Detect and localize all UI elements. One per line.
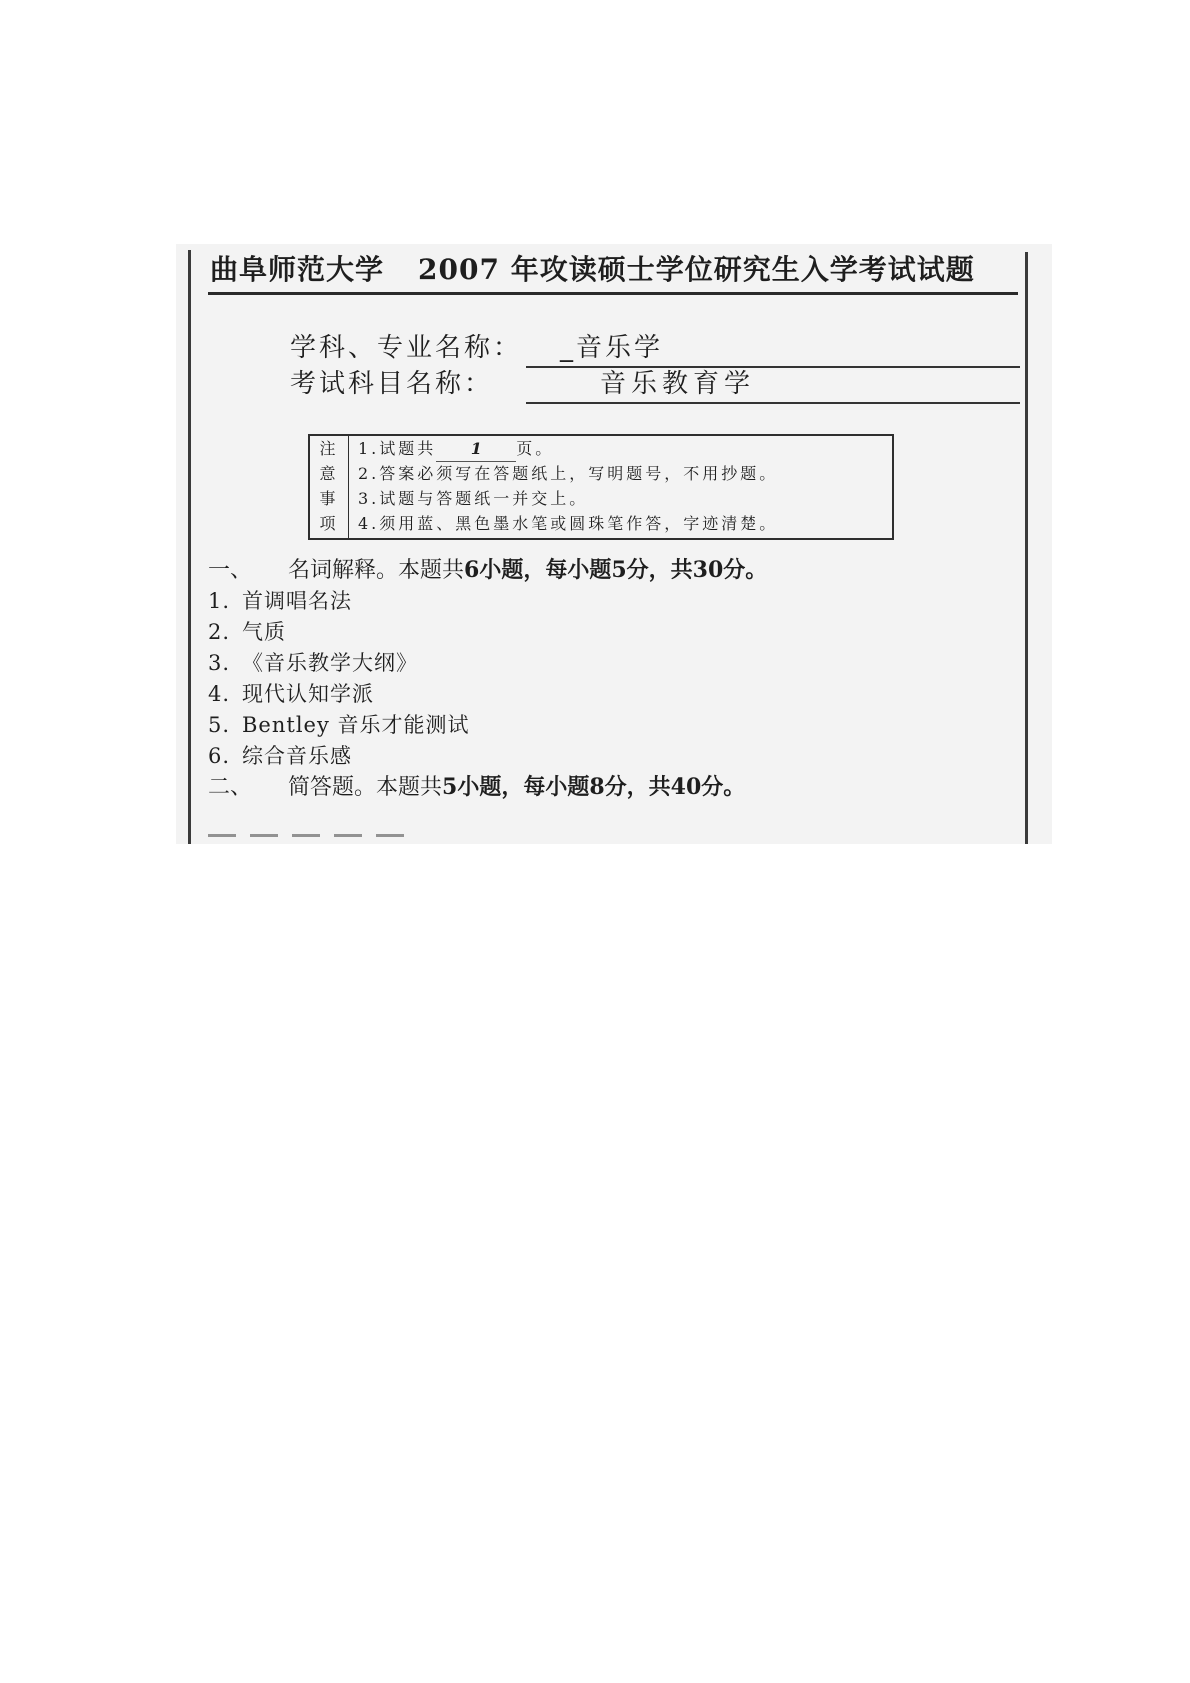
subject-label: 考试科目名称： <box>290 369 494 399</box>
exam-title-text: 2007 年攻读硕士学位研究生入学考试试题 <box>418 253 975 286</box>
question-number: 2. <box>208 620 231 644</box>
notice-item-2: 2.答案必须写在答题纸上，写明题号，不用抄题。 <box>358 464 779 483</box>
section-1-points-total: 30 <box>692 557 724 583</box>
section-2-count: 5 <box>442 774 458 800</box>
question-item <box>208 586 352 616</box>
question-text: 现代认知学派 <box>242 682 374 706</box>
major-value: _音乐学 <box>560 333 664 363</box>
subject-underline <box>526 402 1020 404</box>
exam-title <box>210 250 1016 290</box>
notice-box <box>308 434 894 540</box>
question-item <box>208 648 418 678</box>
page-count-handwritten: 1 <box>436 437 516 462</box>
section-1-heading <box>208 554 767 586</box>
page-border-right <box>1025 252 1028 844</box>
subject-row <box>290 364 1020 404</box>
question-text: Bentley 音乐才能测试 <box>242 713 470 737</box>
question-item <box>208 617 286 647</box>
section-2-mid2: 分，共 <box>604 774 671 800</box>
notice-heading-char: 项 <box>319 514 339 533</box>
section-2-end: 分。 <box>701 774 746 800</box>
question-number: 1. <box>208 589 231 613</box>
major-label: 学科、专业名称： <box>290 333 523 363</box>
question-text: 首调唱名法 <box>242 589 352 613</box>
notice-items <box>358 436 888 536</box>
section-2-mid1: 小题，每小题 <box>457 774 590 800</box>
cropped-glyph <box>250 834 278 844</box>
notice-item-3: 3.试题与答题纸一并交上。 <box>358 489 589 508</box>
question-number: 5. <box>208 713 231 737</box>
subject-value: 音乐教育学 <box>600 369 756 399</box>
section-1-mid2: 分，共 <box>626 557 693 583</box>
section-1-title: 名词解释。本题共 <box>288 558 465 583</box>
notice-heading-char: 注 <box>319 439 339 458</box>
section-2-points-total: 40 <box>670 774 702 800</box>
major-row <box>290 328 1020 368</box>
notice-item-1-suffix: 页。 <box>516 439 555 458</box>
cropped-glyph <box>292 834 320 844</box>
page-border-left <box>188 250 191 844</box>
cropped-glyph <box>376 834 404 844</box>
question-number: 3. <box>208 651 231 675</box>
title-underline <box>208 292 1018 295</box>
question-text: 气质 <box>242 620 286 644</box>
notice-item-1-prefix: 1.试题共 <box>358 439 437 458</box>
section-1-points-each: 5 <box>611 557 627 583</box>
notice-item-4: 4.须用蓝、黑色墨水笔或圆珠笔作答，字迹清楚。 <box>358 514 779 533</box>
section-2-points-each: 8 <box>589 774 605 800</box>
cropped-glyph <box>208 834 236 844</box>
section-1-end: 分。 <box>723 557 768 583</box>
notice-item-1 <box>358 437 888 461</box>
section-1-number: 一、 <box>208 558 253 583</box>
cropped-glyph <box>334 834 362 844</box>
question-item <box>208 741 352 771</box>
university-name: 曲阜师范大学 <box>210 253 385 286</box>
question-item <box>208 710 470 740</box>
section-1-mid1: 小题，每小题 <box>479 557 612 583</box>
question-item <box>208 679 374 709</box>
notice-heading-char: 意 <box>319 464 339 483</box>
cropped-next-line <box>208 806 508 844</box>
section-2-heading <box>208 771 745 803</box>
section-2-title: 简答题。本题共 <box>288 775 443 800</box>
scanned-exam-paper <box>176 244 1052 844</box>
section-1-count: 6 <box>464 557 480 583</box>
notice-heading-char: 事 <box>319 489 339 508</box>
question-text: 综合音乐感 <box>242 744 352 768</box>
question-number: 6. <box>208 744 231 768</box>
notice-heading <box>310 436 349 538</box>
question-text: 《音乐教学大纲》 <box>242 651 418 675</box>
question-number: 4. <box>208 682 231 706</box>
section-2-number: 二、 <box>208 775 253 800</box>
